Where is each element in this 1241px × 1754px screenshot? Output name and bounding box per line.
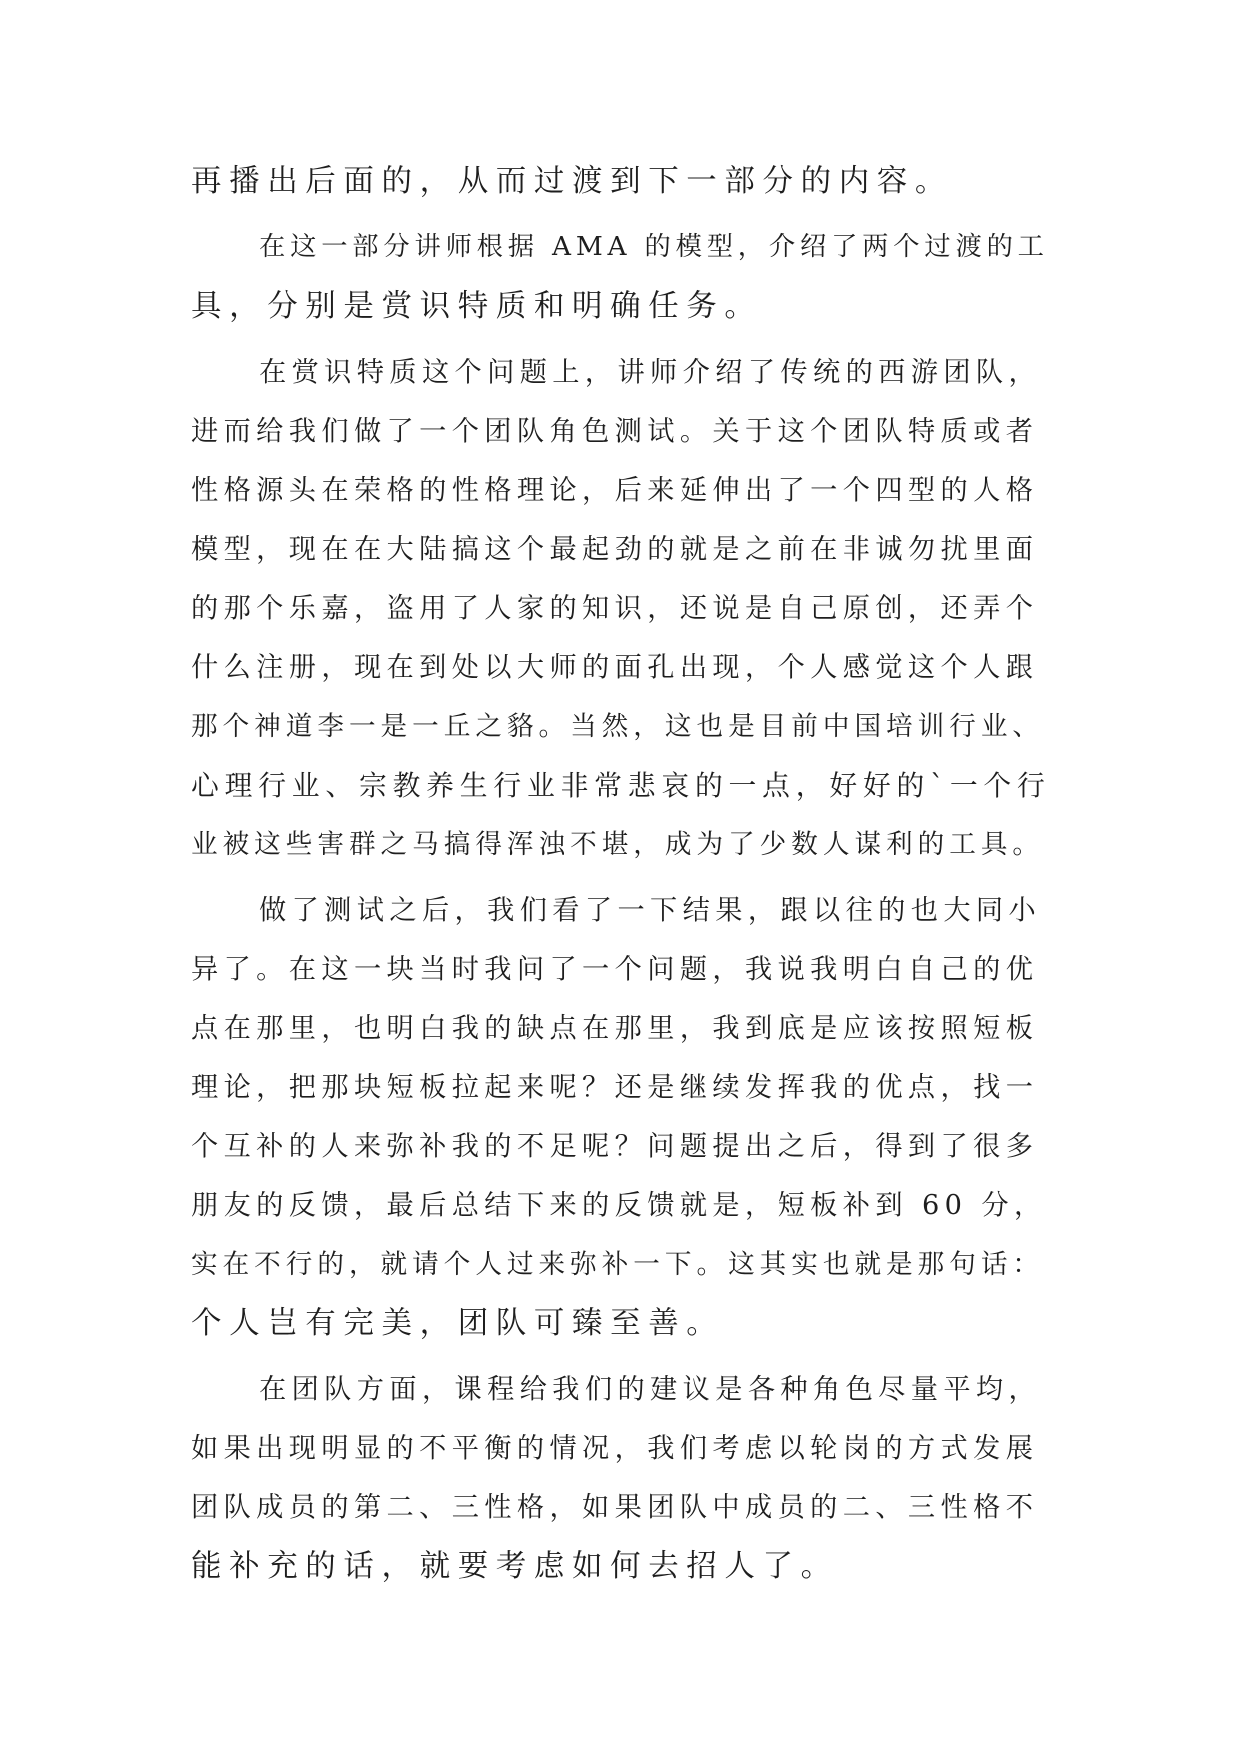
text-line: 个人岂有完美，团队可臻至善。 — [191, 1306, 725, 1341]
text-line: 业被这些害群之马搞得浑浊不堪，成为了少数人谋利的工具。 — [191, 829, 1045, 860]
text-line: 在这一部分讲师根据 AMA 的模型，介绍了两个过渡的工 — [259, 232, 1049, 262]
text-line: 朋友的反馈，最后总结下来的反馈就是，短板补到 60 分， — [191, 1190, 1047, 1221]
text-line: 的那个乐嘉，盗用了人家的知识，还说是自己原创，还弄个 — [191, 593, 1039, 624]
text-line: 点在那里，也明白我的缺点在那里，我到底是应该按照短板 — [191, 1013, 1039, 1044]
text-line: 能补充的话，就要考虑如何去招人了。 — [191, 1549, 839, 1584]
text-line: 那个神道李一是一丘之貉。当然，这也是目前中国培训行业、 — [191, 711, 1045, 742]
text-line: 在赏识特质这个问题上，讲师介绍了传统的西游团队， — [259, 357, 1042, 388]
text-line: 心理行业、宗教养生行业非常悲哀的一点，好好的`一个行 — [191, 769, 1051, 802]
text-line: 实在不行的，就请个人过来弥补一下。这其实也就是那句话： — [191, 1249, 1045, 1280]
document-body — [191, 152, 1051, 1596]
text-line: 如果出现明显的不平衡的情况，我们考虑以轮岗的方式发展 — [191, 1433, 1039, 1464]
text-line: 再播出后面的，从而过渡到下一部分的内容。 — [191, 164, 953, 199]
text-line: 在团队方面，课程给我们的建议是各种角色尽量平均， — [259, 1374, 1042, 1405]
text-line: 模型，现在在大陆搞这个最起劲的就是之前在非诚勿扰里面 — [191, 534, 1039, 565]
text-line: 个互补的人来弥补我的不足呢？问题提出之后，得到了很多 — [191, 1131, 1039, 1162]
text-line: 做了测试之后，我们看了一下结果，跟以往的也大同小 — [259, 895, 1042, 926]
text-line: 异了。在这一块当时我问了一个问题，我说我明白自己的优 — [191, 954, 1039, 985]
text-line: 进而给我们做了一个团队角色测试。关于这个团队特质或者 — [191, 416, 1039, 447]
text-line: 团队成员的第二、三性格，如果团队中成员的二、三性格不 — [191, 1492, 1039, 1523]
text-line: 性格源头在荣格的性格理论，后来延伸出了一个四型的人格 — [191, 475, 1039, 506]
text-line: 具，分别是赏识特质和明确任务。 — [191, 289, 763, 324]
text-line: 什么注册，现在到处以大师的面孔出现，个人感觉这个人跟 — [191, 652, 1039, 683]
text-line: 理论，把那块短板拉起来呢？还是继续发挥我的优点，找一 — [191, 1072, 1039, 1103]
